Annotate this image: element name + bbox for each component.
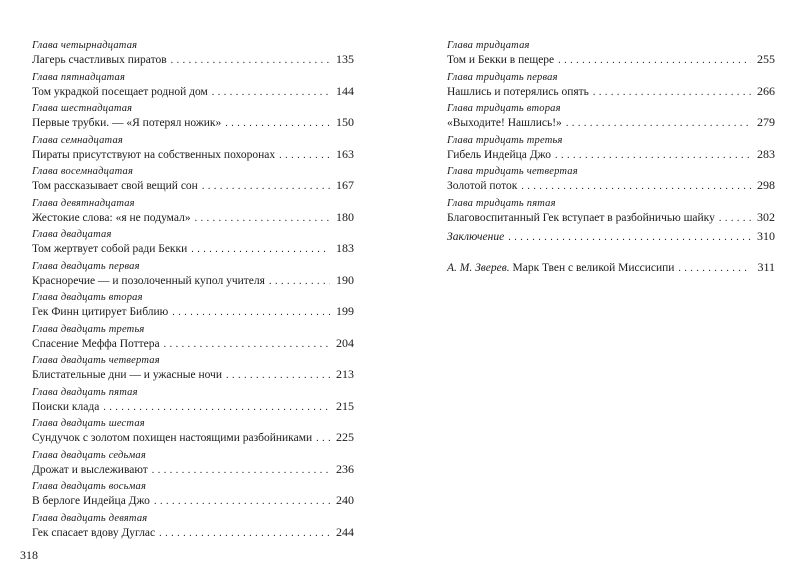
toc-chapter-title: Золотой поток [447,180,518,192]
toc-entry-row [447,115,775,130]
toc-chapter-title: Первые трубки. — «Я потерял ножик» [32,117,222,129]
toc-entry-row [32,147,354,162]
toc-chapter-label: Глава четырнадцатая [32,40,138,51]
toc-entry-row [447,52,775,67]
toc-entry-row [32,493,354,508]
toc-entry-row [32,84,354,99]
toc-chapter-label: Глава тридцать пятая [447,197,556,209]
toc-entry-row [32,399,354,414]
toc-chapter-page: 190 [336,272,354,287]
toc-dot-leader [521,179,751,194]
toc-chapter-entry [32,387,354,419]
toc-chapter-label: Глава двадцать девятая [32,512,148,524]
toc-entry-row [32,525,354,540]
toc-chapter-entry [447,198,775,230]
toc-chapter-title: Том жертвует собой ради Бекки [32,243,188,255]
toc-left-column [32,40,354,544]
toc-entry-row [32,241,354,256]
toc-chapter-entry [32,103,354,135]
toc-chapter-label: Глава двадцать шестая [32,418,145,429]
toc-chapter-label: Глава шестнадцатая [32,103,133,114]
toc-chapter-entry [32,229,354,261]
toc-chapter-label: Глава восемнадцатая [32,166,134,177]
toc-entry-row [447,147,775,162]
toc-chapter-entry [447,40,775,72]
toc-dot-leader [316,431,330,446]
toc-dot-leader [212,85,330,100]
toc-chapter-title: Гек Финн цитирует Библию [32,306,169,318]
toc-chapter-page: 225 [336,430,354,444]
toc-chapter-title: Нашлись и потерялись опять [447,85,589,98]
toc-chapter-label: Глава двадцать первая [32,260,140,272]
toc-chapter-entry [32,292,354,324]
toc-chapter-entry [32,481,354,513]
toc-chapter-entry [447,103,775,135]
toc-chapter-title: «Выходите! Нашлись!» [447,117,562,129]
toc-chapter-entry [32,261,354,293]
toc-chapter-title: Пираты присутствуют на собственных похоронах [32,148,276,161]
toc-chapter-title: Лагерь счастливых пиратов [32,54,167,66]
toc-chapter-page: 279 [757,115,775,129]
toc-entry-row [32,115,354,130]
toc-chapter-title: Гек спасает вдову Дуглас [32,526,156,539]
toc-chapter-title: Том рассказывает свой вещий сон [32,180,198,192]
toc-chapter-title: Благовоспитанный Гек вступает в разбойничью шайку [447,211,715,224]
toc-chapter-title: Гибель Индейца Джо [447,148,551,161]
toc-dot-leader [593,85,751,100]
toc-chapter-label: Глава тридцатая [447,40,530,51]
toc-chapter-page: 204 [336,335,354,350]
toc-afterword-page: 311 [757,260,775,274]
toc-chapter-page: 283 [757,146,775,161]
toc-entry-row [32,367,354,382]
toc-dot-leader [678,261,751,276]
toc-dot-leader [508,230,751,245]
toc-entry-row [32,178,354,193]
toc-chapter-entry [447,72,775,104]
toc-chapter-entry [447,166,775,198]
toc-chapter-label: Глава двадцатая [32,229,112,240]
toc-dot-leader [195,211,330,226]
toc-entry-row [447,210,775,225]
toc-dot-leader [154,494,330,509]
toc-chapter-title: Сундучок с золотом похищен настоящими разбойниками [32,432,313,444]
toc-dot-leader [555,148,751,163]
toc-chapter-title: Красноречие — и позолоченный купол учителя [32,274,265,287]
toc-chapter-label: Глава тридцать четвертая [447,166,578,177]
toc-chapter-page: 213 [336,367,354,381]
page-number: 318 [20,548,38,562]
toc-chapter-label: Глава девятнадцатая [32,197,135,209]
toc-chapter-entry [32,40,354,72]
toc-dot-leader [719,211,751,226]
toc-dot-leader [558,53,751,68]
toc-afterword-title-group [447,261,674,276]
toc-dot-leader [566,116,751,131]
toc-chapter-page: 255 [757,52,775,66]
toc-chapter-title: Дрожат и выслеживают [32,463,148,476]
toc-dot-leader [269,274,330,289]
toc-chapter-page: 199 [336,304,354,318]
toc-entry-row [32,52,354,67]
toc-chapter-page: 302 [757,209,775,224]
toc-chapter-label: Глава тридцать третья [447,134,563,146]
toc-dot-leader [152,463,330,478]
toc-chapter-label: Глава двадцать вторая [32,292,143,303]
toc-chapter-page: 180 [336,209,354,224]
toc-entry-row [447,178,775,193]
toc-dot-leader [159,526,330,541]
toc-chapter-label: Глава двадцать четвертая [32,355,160,366]
toc-dot-leader [164,337,330,352]
toc-chapter-page: 266 [757,83,775,98]
toc-chapter-label: Глава тридцать первая [447,71,558,83]
toc-chapter-entry [32,450,354,482]
toc-entry-row [447,260,775,275]
toc-entry-row [32,336,354,351]
toc-chapter-page: 163 [336,146,354,161]
toc-chapter-label: Глава тридцать вторая [447,103,561,114]
toc-chapter-label: Глава пятнадцатая [32,71,126,83]
toc-chapter-label: Глава двадцать седьмая [32,449,146,461]
toc-dot-leader [225,116,330,131]
toc-chapter-page: 135 [336,52,354,66]
toc-chapter-entry [32,72,354,104]
toc-chapter-title: В берлоге Индейца Джо [32,495,150,507]
toc-chapter-entry [32,135,354,167]
toc-chapter-entry [32,418,354,450]
toc-chapter-page: 236 [336,461,354,476]
toc-chapter-title: Том и Бекки в пещере [447,54,555,66]
toc-entry-row [32,273,354,288]
toc-chapter-entry [447,135,775,167]
toc-chapter-title: Блистательные дни — и ужасные ночи [32,369,222,381]
toc-dot-leader [202,179,330,194]
toc-entry-row [447,84,775,99]
toc-conclusion-title: Заключение [447,231,505,243]
toc-chapter-title: Спасение Меффа Поттера [32,337,160,350]
toc-chapter-label: Глава семнадцатая [32,134,123,146]
toc-chapter-page: 183 [336,241,354,255]
toc-chapter-entry [32,198,354,230]
toc-dot-leader [103,400,330,415]
toc-dot-leader [171,53,330,68]
toc-chapter-label: Глава двадцать пятая [32,386,138,398]
toc-afterword-title: Марк Твен с великой Миссисипи [512,262,675,274]
toc-chapter-title: Поиски клада [32,400,100,413]
toc-right-entries [447,40,775,229]
toc-chapter-page: 240 [336,493,354,507]
toc-afterword-author: А. М. Зверев. [447,262,510,274]
toc-afterword-entry [447,260,775,280]
toc-chapter-page: 244 [336,524,354,539]
toc-conclusion-page: 310 [757,229,775,243]
toc-dot-leader [279,148,330,163]
toc-chapter-entry [32,513,354,545]
toc-chapter-entry [32,166,354,198]
toc-dot-leader [191,242,330,257]
toc-entry-row [32,304,354,319]
toc-chapter-label: Глава двадцать восьмая [32,481,147,492]
toc-entry-row [32,462,354,477]
toc-chapter-label: Глава двадцать третья [32,323,145,335]
toc-chapter-page: 167 [336,178,354,192]
toc-entry-row [32,430,354,445]
toc-chapter-title: Жестокие слова: «я не подумал» [32,211,191,224]
toc-chapter-title: Том украдкой посещает родной дом [32,85,208,98]
toc-chapter-page: 215 [336,398,354,413]
toc-chapter-page: 150 [336,115,354,129]
toc-chapter-page: 298 [757,178,775,192]
toc-dot-leader [226,368,330,383]
toc-chapter-entry [32,324,354,356]
toc-chapter-page: 144 [336,83,354,98]
toc-right-column [447,40,775,280]
toc-entry-row [447,229,775,244]
toc-dot-leader [172,305,330,320]
toc-entry-row [32,210,354,225]
toc-chapter-entry [32,355,354,387]
toc-conclusion-entry [447,229,775,260]
